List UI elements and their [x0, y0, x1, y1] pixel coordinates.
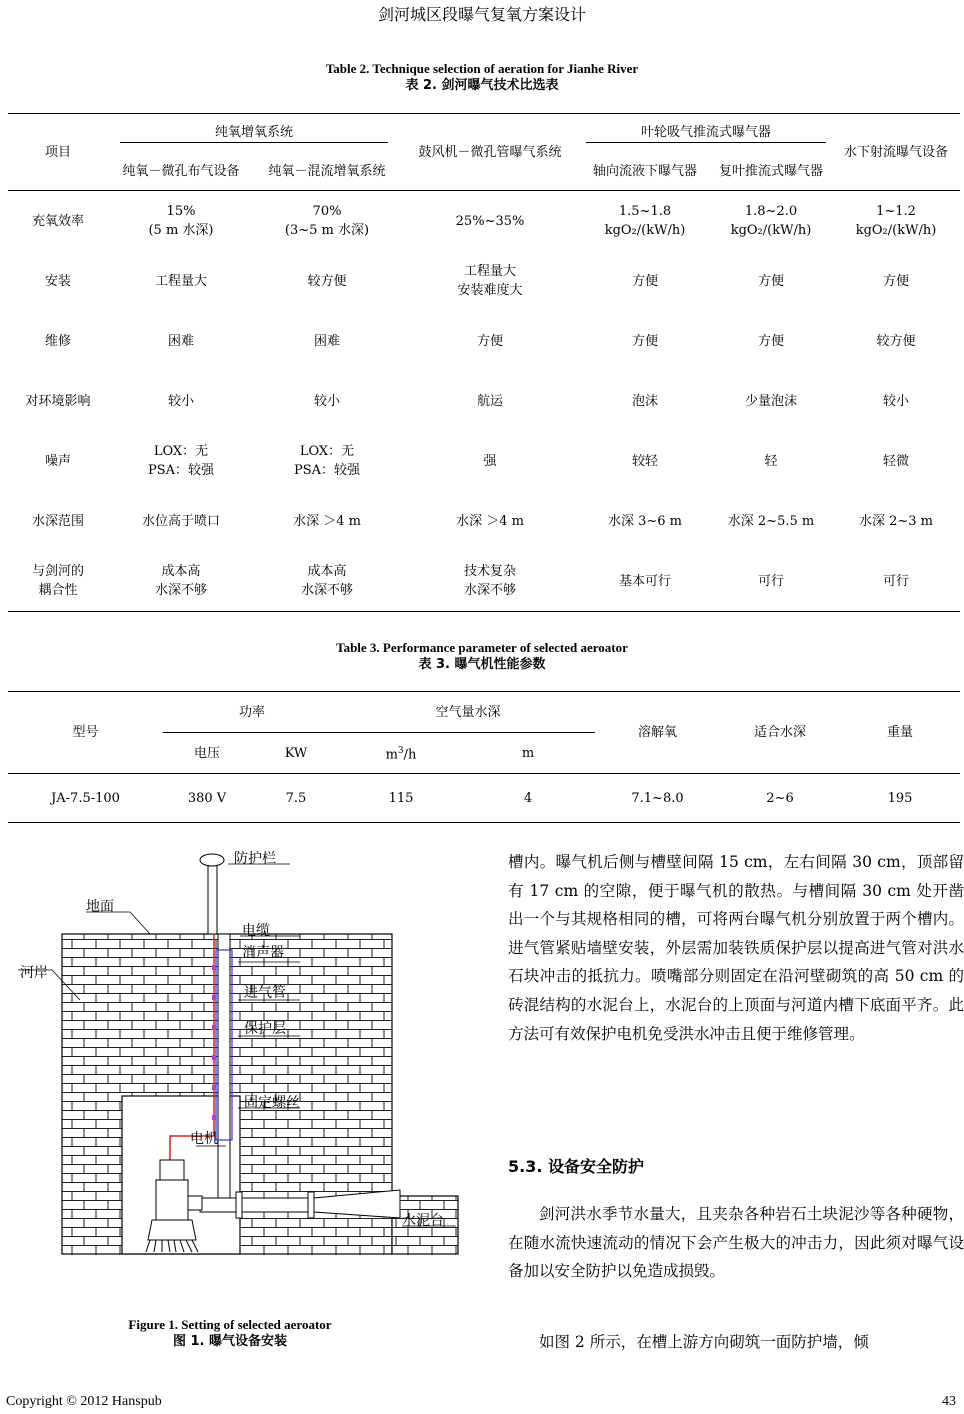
t2-cell: 困难: [167, 333, 194, 349]
t2-cell: 方便: [757, 273, 784, 289]
table3-caption-en: Table 3. Performance parameter of selected aeroator: [336, 640, 628, 655]
t2-cell: 困难: [313, 333, 340, 349]
t3-cell: 2~6: [720, 774, 840, 823]
figure1-caption-zh: 图 1. 曝气设备安装: [172, 1334, 288, 1349]
label-cable: 电缆: [242, 923, 270, 939]
running-header: 剑河城区段曝气复氧方案设计: [377, 5, 586, 24]
t2-row-label: 安装: [44, 273, 71, 289]
t3-cell: 4: [461, 774, 595, 823]
t2-cell: 轻: [764, 453, 778, 469]
t2-row-label: 与剑河的 耦合性: [31, 564, 84, 598]
t2-cell: 较方便: [876, 333, 916, 349]
t3-cell: 115: [341, 774, 461, 823]
t2-cell: 70% (3~5 m 水深): [254, 191, 400, 252]
label-ground: 地面: [86, 899, 114, 915]
horizontal-pipe: [200, 1198, 320, 1212]
t3-sub-m3h-sup: 3: [397, 745, 404, 756]
t2-row-label: 维修: [44, 333, 71, 349]
label-intake-pipe: 进气管: [244, 985, 286, 1001]
t3-sub-m3h-tail: /h: [403, 747, 417, 763]
t2-cell: 25%~35%: [400, 191, 580, 252]
t2-header-pure-oxygen: 纯氧增氧系统: [120, 123, 388, 143]
t2-row: [8, 491, 960, 551]
t3-header-power: 功率: [163, 692, 341, 733]
label-muffler: 消声器: [242, 945, 284, 961]
t2-cell: 较轻: [631, 453, 658, 469]
body-paragraph-1: 槽内。曝气机后侧与槽壁间隔 15 cm，左右间隔 30 cm，顶部留有 17 cm 的空隙，便于曝气机的散热。与槽间隔 30 cm 处开凿出一个与其规格相同的槽，可将两台曝气机分别放置于两个槽内。进气管紧贴墙壁安装，外层需加装铁质保护层以提高进气管对洪水石块冲击的抵抗力。喷嘴部分则固定在沿河壁砌筑的高 50 cm 的砖混结构的水泥台上，水泥台的上顶面与河道内槽下底面平齐。此方法可有效保护电机免受洪水冲击且便于维修管理。: [508, 853, 964, 1043]
t2-cell: 方便: [476, 333, 503, 349]
t2-cell: 方便: [757, 333, 784, 349]
footer-copyright: Copyright © 2012 Hanspub: [6, 1394, 162, 1409]
t3-cell: 7.1~8.0: [595, 774, 720, 823]
t3-sub-m3h: [341, 733, 461, 774]
t2-sub-col: 复叶推流式曝气器: [718, 163, 823, 179]
t2-cell: LOX：无 PSA：较强: [293, 444, 361, 478]
t2-row: [8, 371, 960, 431]
t2-row: [8, 311, 960, 371]
t2-cell: 技术复杂 水深不够: [463, 564, 516, 598]
t2-cell: 成本高 水深不够: [154, 564, 207, 598]
label-guardrail: 防护栏: [234, 851, 276, 867]
guardrail-cap: [200, 854, 224, 866]
t3-header-weight: 重量: [886, 725, 913, 740]
t2-row-label: 对环境影响: [25, 393, 91, 409]
table2-caption-zh: 表 2. 剑河曝气技术比选表: [405, 78, 559, 93]
intake-pipe: [218, 934, 230, 1204]
t3-sub-voltage: 电压: [193, 745, 220, 761]
t2-cell: 可行: [757, 573, 784, 589]
t2-cell: 水深 ＞4 m: [456, 513, 524, 529]
t2-sub-col: 纯氧－微孔布气设备: [122, 163, 240, 179]
body-paragraph-3: 如图 2 所示，在槽上游方向砌筑一面防护墙，倾: [539, 1333, 869, 1351]
t2-cell: 水深 2~3 m: [858, 513, 934, 529]
t2-cell: 1.5~1.8 kgO₂/(kW/h): [580, 191, 710, 252]
t2-cell: 方便: [631, 333, 658, 349]
t2-cell: LOX：无 PSA：较强: [147, 444, 215, 478]
t2-cell: 15% (5 m 水深): [108, 191, 254, 252]
table3-caption: [0, 639, 964, 673]
t2-cell: 水深 2~5.5 m: [727, 513, 815, 529]
t2-cell: 工程量大 安装难度大: [457, 264, 523, 298]
t2-row: [8, 431, 960, 491]
t2-cell: 水位高于喷口: [141, 513, 220, 529]
t2-row-label: 水深范围: [31, 513, 84, 529]
table2-caption: [0, 60, 964, 94]
t2-cell: 工程量大: [154, 273, 207, 289]
t3-sub-m3h-base: m: [385, 747, 398, 763]
t2-cell: 轻微: [882, 453, 909, 469]
label-cement-platform: 水泥台: [402, 1213, 444, 1229]
t2-cell: 泡沫: [631, 393, 658, 409]
table2-caption-en: Table 2. Technique selection of aeration for Jianhe River: [325, 61, 639, 76]
t2-cell: 1~1.2 kgO₂/(kW/h): [832, 191, 960, 252]
t3-header-depth: 适合水深: [753, 725, 806, 740]
t2-row: [8, 251, 960, 311]
t2-cell: 较小: [882, 393, 909, 409]
t2-cell: 航运: [476, 393, 503, 409]
t2-cell: 基本可行: [618, 573, 671, 589]
t2-row-label: 噪声: [44, 453, 71, 469]
footer-page-number: 43: [942, 1394, 956, 1409]
t2-cell: 较小: [313, 393, 340, 409]
t3-header-do: 溶解氧: [637, 725, 677, 740]
t2-cell: 方便: [631, 273, 658, 289]
t2-cell: 水深 ＞4 m: [293, 513, 361, 529]
t2-header-jet: 水下射流曝气设备: [843, 144, 948, 160]
table2: [8, 113, 960, 612]
label-fixing-screw: 固定螺丝: [244, 1095, 300, 1111]
figure1-caption: [0, 1316, 460, 1350]
table3: [8, 691, 960, 823]
table3-caption-zh: 表 3. 曝气机性能参数: [418, 657, 546, 672]
t2-body: [8, 191, 960, 612]
guardrail-post: [208, 860, 217, 934]
t3-cell: 380 V: [163, 774, 251, 823]
t2-cell: 强: [483, 453, 497, 469]
t2-header-impeller: 叶轮吸气推流式曝气器: [586, 123, 826, 143]
t2-header-item: 项目: [44, 144, 71, 160]
label-motor: 电机: [190, 1131, 218, 1147]
t2-cell: 水深 3~6 m: [607, 513, 683, 529]
figure1-diagram: [0, 840, 480, 1310]
label-protective-layer: 保护层: [244, 1021, 286, 1037]
t2-cell: 少量泡沫: [744, 393, 797, 409]
t3-sub-m: m: [521, 745, 535, 761]
t2-row-label: 充氧效率: [8, 191, 108, 252]
t3-cell: JA-7.5-100: [8, 774, 163, 823]
t2-header-blower: 鼓风机－微孔管曝气系统: [418, 144, 562, 160]
t3-sub-kw: KW: [284, 745, 308, 761]
t2-sub-col: 纯氧－混流增氧系统: [268, 163, 386, 179]
t2-cell: 较方便: [307, 273, 347, 289]
t3-row: [8, 774, 960, 823]
t3-cell: 195: [840, 774, 960, 823]
t2-cell: 较小: [167, 393, 194, 409]
body-paragraph-2: 剑河洪水季节水量大，且夹杂各种岩石土块泥沙等各种硬物，在随水流快速流动的情况下会产生极大的冲击力，因此须对曝气设备加以安全防护以免造成损毁。: [508, 1205, 964, 1281]
t3-cell: 7.5: [251, 774, 341, 823]
t2-cell: 成本高 水深不够: [300, 564, 353, 598]
t2-row: [8, 551, 960, 612]
t2-row: [8, 191, 960, 252]
t3-header-air: 空气量水深: [341, 692, 595, 733]
label-riverbank: 河岸: [20, 965, 48, 981]
t2-cell: 可行: [882, 573, 909, 589]
t3-header-model: 型号: [72, 725, 99, 740]
figure1-caption-en: Figure 1. Setting of selected aeroator: [128, 1317, 332, 1332]
section-title: 5.3. 设备安全防护: [508, 1157, 644, 1176]
t2-cell: 1.8~2.0 kgO₂/(kW/h): [710, 191, 832, 252]
t2-cell: 方便: [882, 273, 909, 289]
t2-sub-col: 轴向流液下曝气器: [592, 163, 697, 179]
